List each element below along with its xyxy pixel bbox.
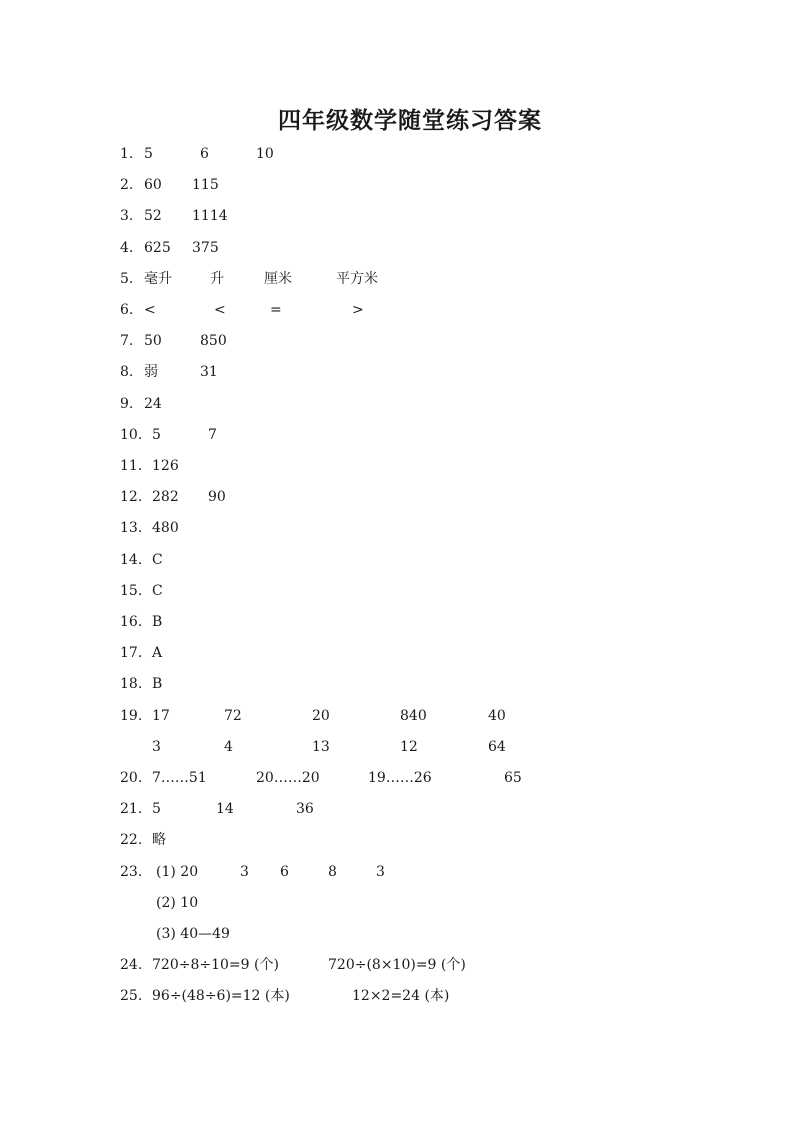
question-number: 4. <box>120 240 134 256</box>
answer-value: 65 <box>504 770 522 786</box>
question-number: 23. <box>120 864 143 880</box>
answer-value: 3 <box>376 864 385 880</box>
answer-value: 12 <box>400 739 418 755</box>
answer-value: 36 <box>296 801 314 817</box>
answer-value: A <box>152 645 163 661</box>
question-number: 10. <box>120 427 143 443</box>
answer-value: 72 <box>224 708 242 724</box>
question-number: 16. <box>120 614 143 630</box>
question-number: 25. <box>120 988 143 1004</box>
answer-value: 126 <box>152 458 179 474</box>
answer-value: 7……51 <box>152 770 207 786</box>
question-number: 11. <box>120 458 143 474</box>
answer-value: 弱 <box>144 364 158 380</box>
question-number: 24. <box>120 957 143 973</box>
answer-value: 13 <box>312 739 330 755</box>
question-number: 21. <box>120 801 143 817</box>
answer-value: 4 <box>224 739 233 755</box>
answer-value: 平方米 <box>336 271 378 287</box>
question-number: 13. <box>120 520 143 536</box>
answer-value: = <box>270 302 282 318</box>
answer-value: 20 <box>312 708 330 724</box>
answer-value: 5 <box>152 801 161 817</box>
question-number: 3. <box>120 208 134 224</box>
question-number: 8. <box>120 364 134 380</box>
answer-value: (1) 20 <box>156 864 199 880</box>
answer-value: 12×2=24 (本) <box>352 988 450 1004</box>
question-number: 15. <box>120 583 143 599</box>
question-number: 9. <box>120 396 134 412</box>
answer-value: 625 <box>144 240 171 256</box>
question-number: 7. <box>120 333 134 349</box>
answer-value: 7 <box>208 427 217 443</box>
answer-value: 52 <box>144 208 162 224</box>
answer-value: 480 <box>152 520 179 536</box>
answer-value: 90 <box>208 489 226 505</box>
page-title: 四年级数学随堂练习答案 <box>278 107 542 134</box>
answer-value: B <box>152 614 163 630</box>
answer-value: 3 <box>152 739 161 755</box>
question-number: 1. <box>120 146 134 162</box>
question-number: 22. <box>120 832 143 848</box>
answer-value: 720÷8÷10=9 (个) <box>152 957 279 973</box>
answer-value: 20……20 <box>256 770 320 786</box>
answer-value: 24 <box>144 396 162 412</box>
answer-value: 31 <box>200 364 218 380</box>
answer-value: 略 <box>152 832 166 848</box>
answer-value: < <box>144 302 156 318</box>
answer-value: 282 <box>152 489 179 505</box>
answer-value: B <box>152 676 163 692</box>
answer-value: 60 <box>144 177 162 193</box>
answer-value: 40 <box>488 708 506 724</box>
question-number: 12. <box>120 489 143 505</box>
answer-value: 96÷(48÷6)=12 (本) <box>152 988 290 1004</box>
answer-value: 6 <box>200 146 209 162</box>
question-number: 20. <box>120 770 143 786</box>
answer-value: 375 <box>192 240 219 256</box>
answer-value: 毫升 <box>144 271 172 287</box>
answer-value: 840 <box>400 708 427 724</box>
answer-value: 升 <box>210 271 224 287</box>
question-number: 6. <box>120 302 134 318</box>
question-number: 5. <box>120 271 134 287</box>
answer-value: 50 <box>144 333 162 349</box>
answer-value: 115 <box>192 177 219 193</box>
answer-value: 720÷(8×10)=9 (个) <box>328 957 466 973</box>
question-number: 14. <box>120 552 143 568</box>
answer-value: 6 <box>280 864 289 880</box>
answer-value: > <box>352 302 364 318</box>
question-number: 17. <box>120 645 143 661</box>
answer-value: C <box>152 583 163 599</box>
answer-value: 厘米 <box>264 271 292 287</box>
answer-value: 5 <box>152 427 161 443</box>
answer-value: 1114 <box>192 208 228 224</box>
answer-value: (2) 10 <box>156 895 199 911</box>
answer-value: 17 <box>152 708 170 724</box>
answer-value: 850 <box>200 333 227 349</box>
answer-value: 8 <box>328 864 337 880</box>
answer-value: 10 <box>256 146 274 162</box>
answer-value: 3 <box>240 864 249 880</box>
answer-value: C <box>152 552 163 568</box>
answer-value: 14 <box>216 801 234 817</box>
question-number: 19. <box>120 708 143 724</box>
answer-value: (3) 40—49 <box>156 926 230 942</box>
question-number: 2. <box>120 177 134 193</box>
answer-value: 19……26 <box>368 770 432 786</box>
question-number: 18. <box>120 676 143 692</box>
answer-value: 64 <box>488 739 506 755</box>
answer-value: 5 <box>144 146 153 162</box>
answer-value: < <box>214 302 226 318</box>
